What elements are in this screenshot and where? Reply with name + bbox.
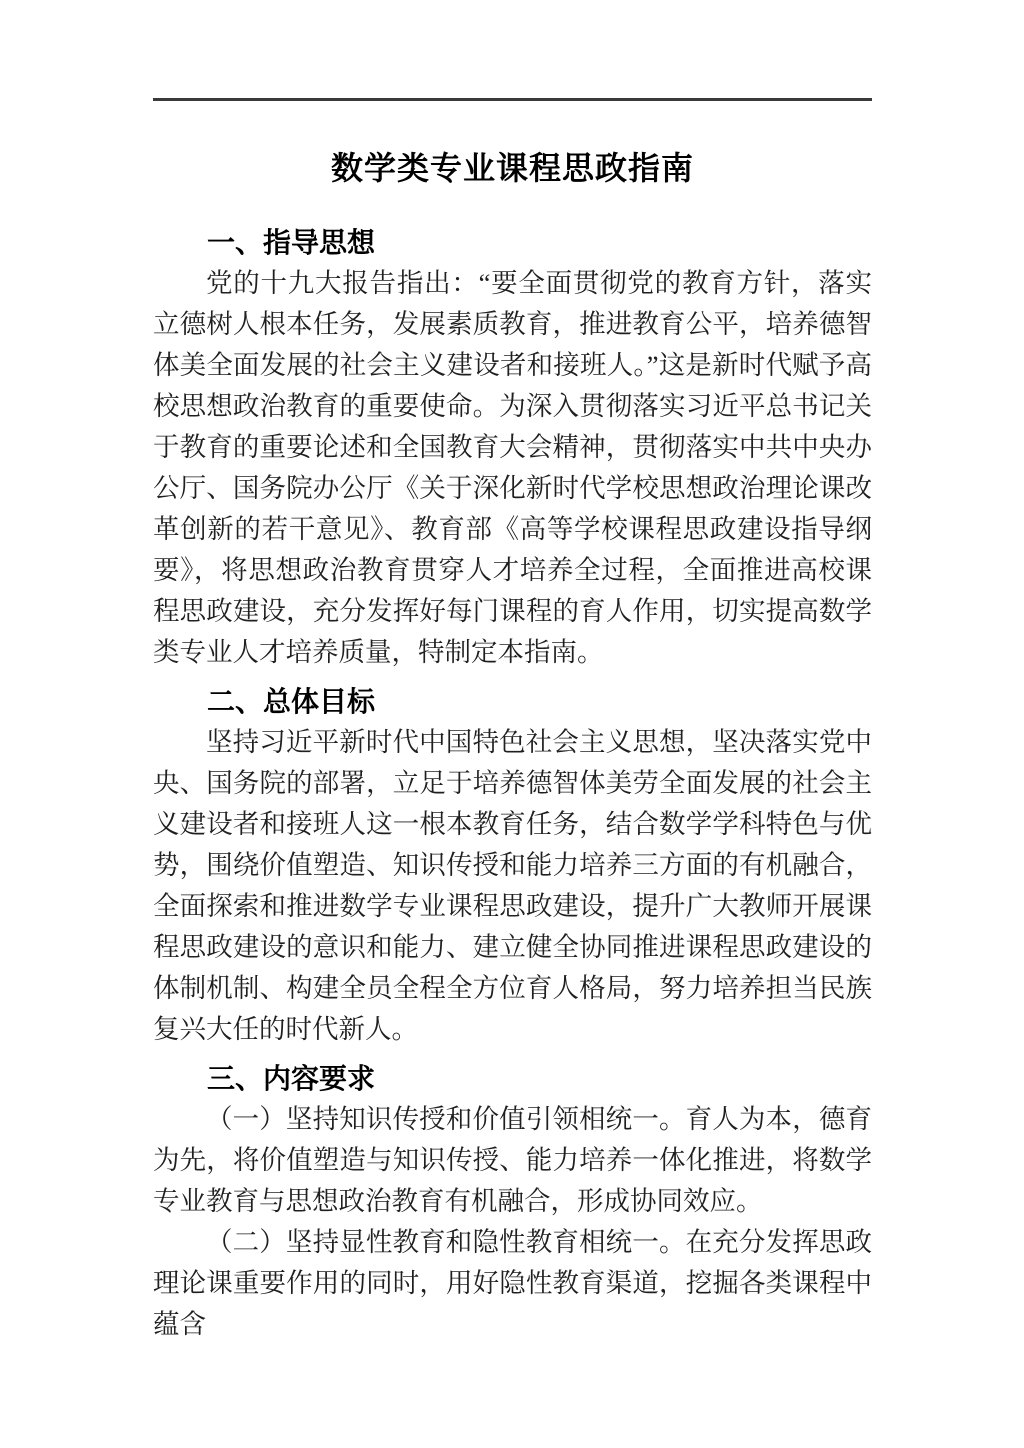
- header-rule: [153, 98, 872, 101]
- paragraph-content-requirements-1: （一）坚持知识传授和价值引领相统一。育人为本，德育为先，将价值塑造与知识传授、能力培养一体化推进，将数学专业教育与思想政治教育有机融合，形成协同效应。: [153, 1104, 872, 1216]
- section-heading-guiding-ideology: 一、指导思想: [207, 227, 376, 258]
- document-content: [0, 98, 1024, 1345]
- paragraph-overall-goals: 坚持习近平新时代中国特色社会主义思想，坚决落实党中央、国务院的部署，立足于培养德智体美劳全面发展的社会主义建设者和接班人这一根本教育任务，结合数学学科特色与优势，围绕价值塑造、知识传授和能力培养三方面的有机融合，全面探索和推进数学专业课程思政建设，提升广大教师开展课程思政建设的意识和能力、建立健全协同推进课程思政建设的体制机制、构建全员全程全方位育人格局，努力培养担当民族复兴大任的时代新人。: [153, 727, 872, 1044]
- document-title: 数学类专业课程思政指南: [330, 150, 694, 186]
- section-heading-content-requirements: 三、内容要求: [207, 1063, 376, 1094]
- paragraph-guiding-ideology: 党的十九大报告指出：“要全面贯彻党的教育方针，落实立德树人根本任务，发展素质教育，推进教育公平，培养德智体美全面发展的社会主义建设者和接班人。”这是新时代赋予高校思想政治教育的重要使命。为深入贯彻落实习近平总书记关于教育的重要论述和全国教育大会精神，贯彻落实中共中央办公厅、国务院办公厅《关于深化新时代学校思想政治理论课改革创新的若干意见》、教育部《高等学校课程思政建设指导纲要》，将思想政治教育贯穿人才培养全过程，全面推进高校课程思政建设，充分发挥好每门课程的育人作用，切实提高数学类专业人才培养质量，特制定本指南。: [153, 268, 872, 667]
- paragraph-content-requirements-2: （二）坚持显性教育和隐性教育相统一。在充分发挥思政理论课重要作用的同时，用好隐性教育渠道，挖掘各类课程中蕴含: [153, 1227, 872, 1339]
- section-heading-overall-goals: 二、总体目标: [207, 686, 376, 717]
